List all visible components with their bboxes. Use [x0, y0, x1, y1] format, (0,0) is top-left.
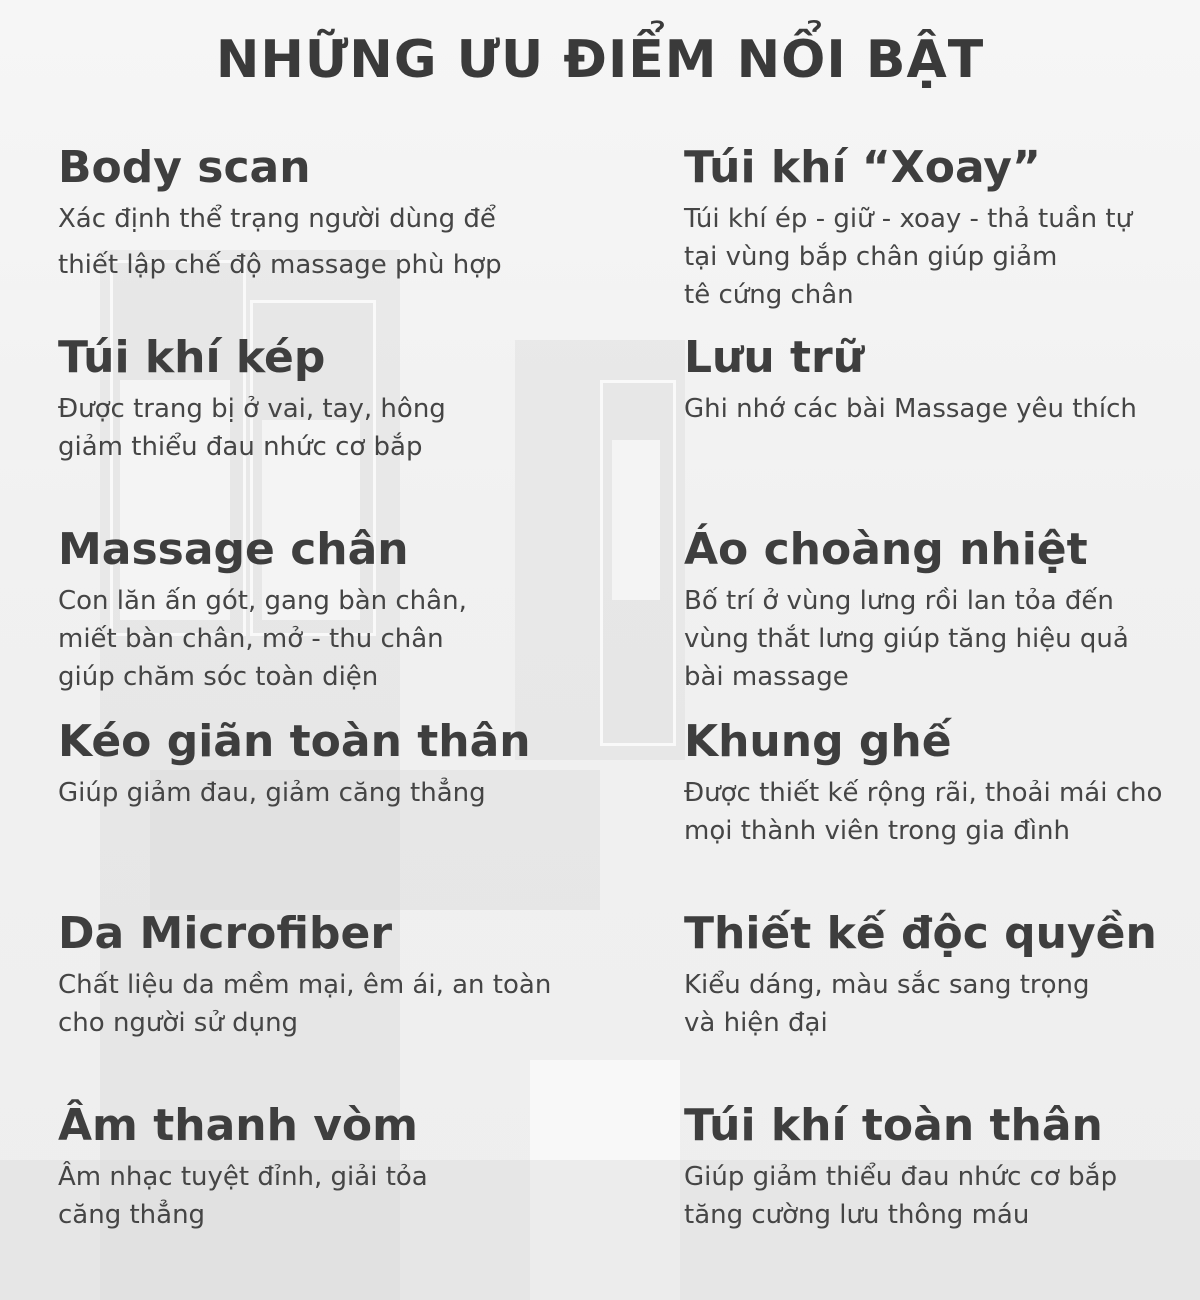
feature-ao-choang-nhiet	[684, 524, 1184, 696]
feature-title: Khung ghế	[684, 716, 952, 767]
feature-title: Body scan	[58, 142, 311, 193]
feature-title: Áo choàng nhiệt	[684, 524, 1088, 575]
feature-title: Thiết kế độc quyền	[684, 908, 1157, 959]
page-title: NHỮNG ƯU ĐIỂM NỔI BẬT	[215, 30, 985, 90]
feature-title: Kéo giãn toàn thân	[58, 716, 531, 767]
feature-body-scan	[58, 142, 578, 288]
feature-description: Ghi nhớ các bài Massage yêu thích	[684, 394, 1137, 424]
feature-description: Giúp giảm đau, giảm căng thẳng	[58, 778, 486, 808]
feature-tui-khi-kep	[58, 332, 578, 466]
feature-description: Được trang bị ở vai, tay, hông giảm thiểu đau nhức cơ bắp	[58, 394, 446, 462]
feature-title: Túi khí toàn thân	[684, 1100, 1103, 1151]
feature-da-microfiber	[58, 908, 578, 1042]
feature-title: Âm thanh vòm	[58, 1100, 418, 1151]
feature-description: Âm nhạc tuyệt đỉnh, giải tỏa căng thẳng	[58, 1162, 428, 1230]
feature-description: Giúp giảm thiểu đau nhức cơ bắp tăng cường lưu thông máu	[684, 1162, 1118, 1230]
feature-tui-khi-xoay	[684, 142, 1184, 314]
feature-am-thanh-vom	[58, 1100, 578, 1234]
feature-tui-khi-toan-than	[684, 1100, 1184, 1234]
feature-description: Chất liệu da mềm mại, êm ái, an toàn cho người sử dụng	[58, 970, 552, 1038]
feature-title: Da Microfiber	[58, 908, 393, 959]
feature-title: Massage chân	[58, 524, 409, 575]
feature-khung-ghe	[684, 716, 1184, 850]
feature-description: Con lăn ấn gót, gang bàn chân, miết bàn chân, mở - thu chân giúp chăm sóc toàn diện	[58, 586, 467, 692]
feature-description: Túi khí ép - giữ - xoay - thả tuần tự tại vùng bắp chân giúp giảm tê cứng chân	[684, 204, 1133, 310]
feature-description: Được thiết kế rộng rãi, thoải mái cho mọi thành viên trong gia đình	[684, 778, 1163, 846]
feature-description: Xác định thể trạng người dùng để thiết lập chế độ massage phù hợp	[58, 204, 502, 280]
feature-description: Kiểu dáng, màu sắc sang trọng và hiện đại	[684, 970, 1090, 1038]
feature-luu-tru	[684, 332, 1184, 428]
feature-thiet-ke-doc-quyen	[684, 908, 1184, 1042]
feature-description: Bố trí ở vùng lưng rồi lan tỏa đến vùng thắt lưng giúp tăng hiệu quả bài massage	[684, 586, 1129, 692]
feature-title: Lưu trữ	[684, 332, 865, 383]
feature-title: Túi khí kép	[58, 332, 326, 383]
feature-keo-gian-toan-than	[58, 716, 578, 812]
feature-massage-chan	[58, 524, 578, 696]
feature-title: Túi khí “Xoay”	[684, 142, 1041, 193]
